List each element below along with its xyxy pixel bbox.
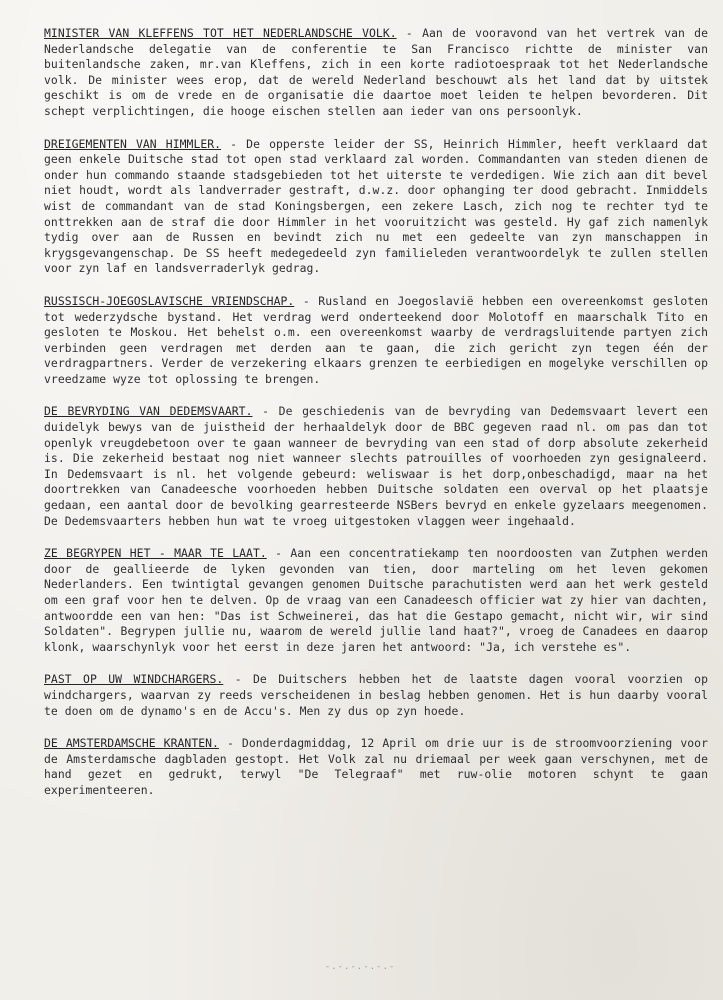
article-windchargers: [44, 672, 708, 719]
headline: PAST OP UW WINDCHARGERS.: [44, 672, 224, 687]
article-body: - Rusland en Joegoslavië hebben een overeenkomst gesloten tot wederzydsche bystand. Het verdrag werd onderteekend door Molotoff en maarschalk Tito en gesloten te Moskou. Het behelst o.m. een overeenkomst waarby de verdragsluitende partyen zich verbinden geen verdragen met derden aan te gaan, die zich gericht zyn tegen één der verdragpartners. Verder de verzekering elkaars grenzen te eerbiedigen en mogelyke verschillen op vreedzame wyze tot oplossing te brengen.: [44, 293, 708, 386]
article-body: - Aan de vooravond van het vertrek van de Nederlandsche delegatie van de conferentie te San Francisco richtte de minister van buitenlandsche zaken, mr.van Kleffens, zich in een korte radiotoespraak tot het Nederlandsche volk. De minister wees erop, dat de wereld Nederland beschouwt als het land dat by uitstek geschikt is om de vrede en de organisatie die daartoe moet leiden te helpen bevorderen. Dit schept verplichtingen, die hooge eischen stellen aan ieder van ons persoonlyk.: [44, 26, 708, 118]
article-body: - De geschiedenis van de bevryding van Dedemsvaart levert een duidelyk bewys van de juistheid der herhaaldelyk door de BBC gegeven raad nl. om pas dan tot openlyk vreugdebetoon over te gaan wanneer de bevryding van een stad of dorp absolute zekerheid is. Die zekerheid bestaat nog niet wanneer slechts patrouilles of voorhoeden zyn gesignaleerd. In Dedemsvaart is nl. het volgende gebeurd: weliswaar is het dorp,onbeschadigd, maar na het doortrekken van Canadeesche voorhoeden hebben Duitsche soldaten een overval op het plaatsje gedaan, een aantal door de bevolking gearresteerde NSBers bevryd en enkele gyzelaars meegenomen. De Dedemsvaarters hebben hun wat te vroeg uitgestoken vlaggen weer ingehaald.: [44, 404, 709, 528]
article-body: - Donderdagmiddag, 12 April om drie uur is de stroomvoorziening voor de Amsterdamsche dagbladen gestopt. Het Volk zal nu driemaal per week gaan verschynen, met de hand gezet en gedrukt, terwyl "De Telegraaf" met ruw-olie motoren schynt te gaan experimenteeren.: [44, 736, 708, 797]
article-himmler: [44, 137, 708, 277]
headline: DREIGEMENTEN VAN HIMMLER.: [44, 136, 222, 151]
article-dedemsvaart: [44, 404, 708, 529]
page-content: [44, 26, 708, 816]
headline: RUSSISCH-JOEGOSLAVISCHE VRIENDSCHAP.: [44, 293, 295, 308]
article-zutphen: [44, 546, 708, 655]
article-body: - Aan een concentratiekamp ten noordoosten van Zutphen werden door de geallieerde de lyken gevonden van tien, door marteling om het leven gekomen Nederlanders. Een twintigtal gevangen genomen Duitsche parachutisten werd aan het werk gesteld om een graf voor hen te delven. Op de vraag van een Canadeesch officier wat zy hier van dachten, antwoordde een van hen: "Das ist Schweinerei, das hat die Gestapo gemacht, nicht wir, wir sind Soldaten". Begrypen jullie nu, waarom de wereld jullie land haat?", vroeg de Canadees en daarop klonk, waarschynlyk voor het eerst in deze jaren het antwoord: "Ja, ich verstehe es".: [44, 546, 709, 654]
article-body: - De Duitschers hebben het de laatste dagen vooral voorzien op windchargers, waarvan zy reeds verscheidenen in beslag hebben genomen. Het is hun daarby vooral te doen om de dynamo's en de Accu's. Men zy dus op zyn hoede.: [44, 672, 708, 718]
article-russia-yugoslavia: [44, 294, 708, 388]
headline: DE AMSTERDAMSCHE KRANTEN.: [44, 736, 219, 751]
article-body: - De opperste leider der SS, Heinrich Himmler, heeft verklaard dat geen enkele Duitsche stad tot open stad verklaard zal worden. Commandanten van steden dienen de onder hun commando staande stadsgebieden tot het uiterste te verdedigen. Wie zich aan dit bevel niet houdt, wordt als landverrader gestraft, d.w.z. door ophanging ter dood gebracht. Inmiddels wist de commandant van de stad Koningsbergen, een zekere Lasch, zich nog te rechter tyd te onttrekken aan de straf die door Himmler in het vooruitzicht was gesteld. Hy gaf zich namenlyk tydig over aan de Russen en bevindt zich nu met een gedeelte van zyn manschappen in krygsgevangenschap. De SS heeft medegedeeld zyn familieleden verantwoordelyk te zullen stellen voor zyn laf en landsverraderlyk gedrag.: [44, 136, 708, 276]
footer-separator: -.-.-.-.-.-: [324, 962, 396, 972]
headline: DE BEVRYDING VAN DEDEMSVAART.: [44, 404, 253, 419]
headline: MINISTER VAN KLEFFENS TOT HET NEDERLANDSCHE VOLK.: [44, 26, 397, 40]
article-van-kleffens: [44, 26, 708, 120]
headline: ZE BEGRYPEN HET - MAAR TE LAAT.: [44, 546, 267, 561]
article-amsterdam-papers: [44, 736, 708, 798]
